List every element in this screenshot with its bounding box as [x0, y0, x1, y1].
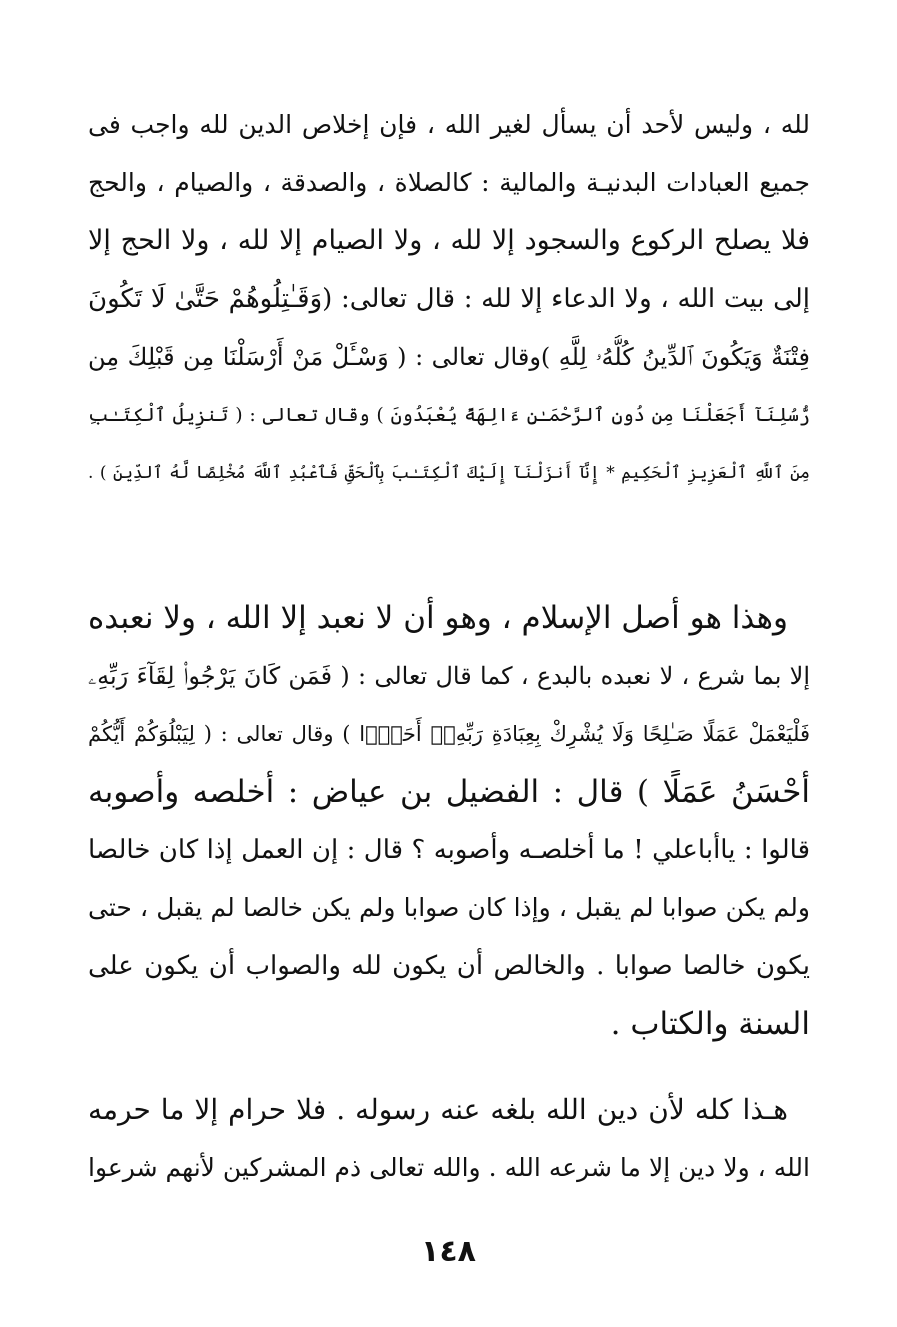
text-line: السنة والكتاب .: [610, 1006, 810, 1042]
text-line: إلى بيت الله ، ولا الدعاء إلا لله : قال تعالى: (وَقَـٰتِلُوهُمْ حَتَّىٰ لَا تَكُونَ: [88, 284, 810, 314]
text-line: هـذا كله لأن دين الله بلغه عنه رسوله . فلا حرام إلا ما حرمه: [88, 1093, 788, 1126]
text-line: ولم يكن صوابا لم يقبل ، وإذا كان صوابا ولم يكن خالصا لم يقبل ، حتى: [88, 893, 810, 922]
page-number: ١٤٨: [421, 1234, 476, 1269]
text-line: جميع العبادات البدنيـة والمالية : كالصلاة ، والصدقة ، والصيام ، والحج: [88, 168, 810, 197]
text-line: الله ، ولا دين إلا ما شرعه الله . والله تعالى ذم المشركين لأنهم شرعوا: [88, 1153, 810, 1182]
quran-text-line: فَلْيَعْمَلْ عَمَلًا صَـٰلِحًا وَلَا يُشْرِكْ بِعِبَادَةِ رَبِّهِۦٓ أَحَدًۢا ) وقال تعالى : ( لِيَبْلُوَكُمْ أَيُّكُمْ: [88, 722, 810, 746]
text-line: قالوا : ياأباعلي ! ما أخلصـه وأصوبه ؟ قال : إن العمل إذا كان خالصا: [88, 835, 810, 865]
text-line: إلا بما شرع ، لا نعبده بالبدع ، كما قال تعالى : ( فَمَن كَانَ يَرْجُوا۟ لِقَآءَ رَبِّهِۦ: [88, 662, 810, 690]
text-line: أَحْسَنُ عَمَلًا ) قال : الفضيل بن عياض : أخلصه وأصوبه: [88, 774, 810, 810]
quran-text-line: فِتْنَةٌ وَيَكُونَ ٱلدِّينُ كُلُّهُۥ لِلَّهِ )وقال تعالى : ( وَسْـَٔلْ مَنْ أَرْسَلْنَا مِن قَبْلِكَ مِن: [88, 343, 810, 371]
quran-text-line: مِنَ ٱللَّهِ ٱلْعَزِيزِ ٱلْحَكِيمِ * إِنَّآ أَنزَلْنَآ إِلَيْكَ ٱلْكِتَـٰبَ بِٱلْحَقِّ فَٱعْبُدِ ٱللَّهَ مُخْلِصًا لَّهُ ٱلدِّينَ ) .: [88, 463, 810, 483]
quran-text-line: رُّسُلِنَآ أَجَعَلْنَا مِن دُونِ ٱلرَّحْمَـٰنِ ءَالِهَةً يُعْبَدُونَ ) وقال تعالى : ( تَنزِيلُ ٱلْكِتَـٰبِ: [88, 404, 810, 426]
text-line: وهذا هو أصل الإسلام ، وهو أن لا نعبد إلا الله ، ولا نعبده: [88, 600, 788, 636]
text-line: لله ، وليس لأحد أن يسأل لغير الله ، فإن إخلاص الدين لله واجب فى: [88, 110, 810, 139]
text-line: فلا يصلح الركوع والسجود إلا لله ، ولا الصيام إلا لله ، ولا الحج إلا: [88, 225, 810, 256]
text-line: يكون خالصا صوابا . والخالص أن يكون لله والصواب أن يكون على: [88, 951, 810, 981]
